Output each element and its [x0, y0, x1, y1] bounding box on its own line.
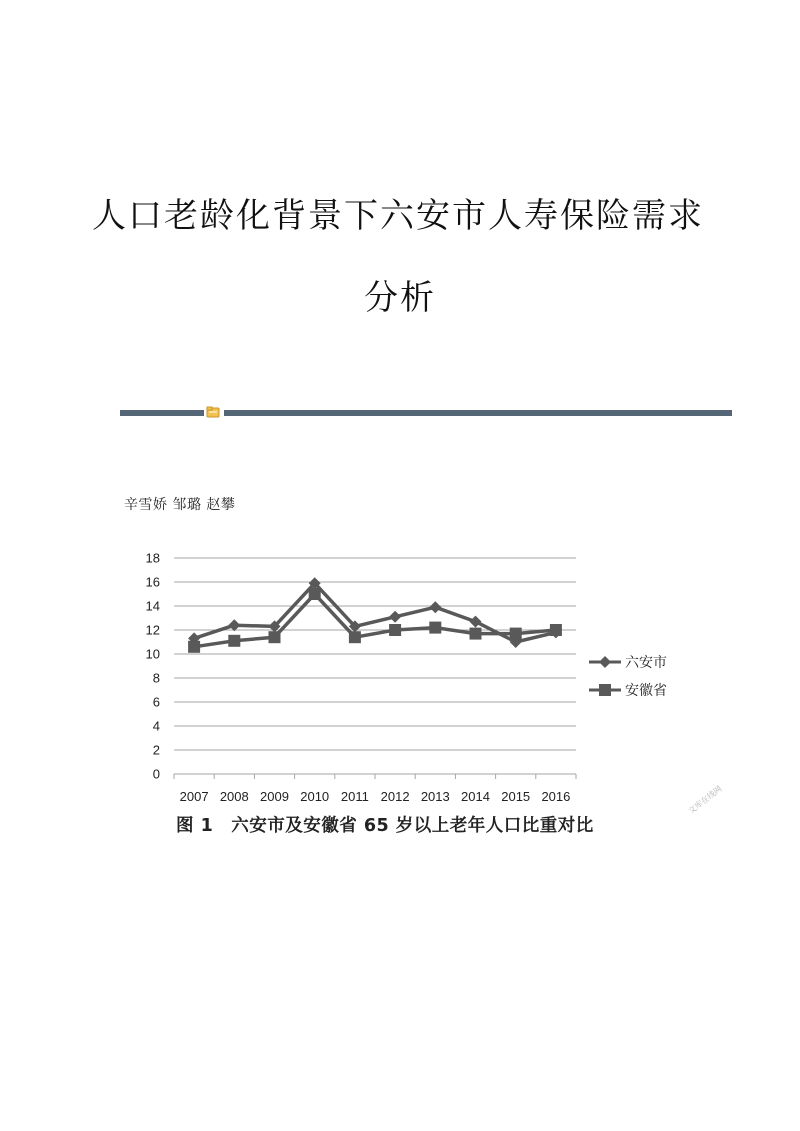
y-tick-label: 4: [152, 718, 160, 734]
x-tick-label: 2007: [179, 789, 209, 804]
x-tick-label: 2011: [340, 789, 369, 804]
data-point-diamond: [228, 619, 240, 631]
x-tick-label: 2013: [420, 789, 450, 804]
data-point-square: [269, 631, 281, 643]
legend-marker-diamond: [599, 656, 611, 668]
figure-chart: [140, 545, 680, 805]
document-title-line-2: 分析: [364, 278, 436, 318]
data-point-square: [188, 641, 200, 653]
data-point-square: [470, 628, 482, 640]
document-title-line-1: 人口老龄化背景下六安市人寿保险需求: [92, 196, 704, 236]
data-point-diamond: [389, 611, 401, 623]
legend-label: 安徽省: [625, 683, 667, 699]
x-tick-label: 2016: [541, 789, 571, 804]
y-tick-label: 6: [152, 694, 160, 710]
header-rule-left: [120, 410, 204, 416]
y-tick-label: 16: [145, 574, 160, 590]
y-tick-label: 2: [152, 742, 160, 758]
data-point-square: [510, 628, 522, 640]
legend-label: 六安市: [625, 655, 667, 671]
data-point-square: [389, 624, 401, 636]
author-list: 辛雪娇 邹璐 赵攀: [124, 497, 236, 513]
y-tick-label: 8: [152, 670, 160, 686]
x-tick-label: 2009: [260, 789, 289, 804]
folder-icon: [206, 406, 220, 418]
x-tick-label: 2010: [300, 789, 330, 804]
data-point-square: [429, 622, 441, 634]
y-tick-label: 14: [145, 598, 160, 614]
legend-marker-square: [599, 684, 611, 696]
figure-caption: 图 1 六安市及安徽省 65 岁以上老年人口比重对比: [176, 816, 594, 836]
data-point-diamond: [470, 616, 482, 628]
header-rule-right: [224, 410, 732, 416]
line-chart: [140, 545, 680, 805]
data-point-square: [228, 635, 240, 647]
x-tick-label: 2012: [380, 789, 410, 804]
x-tick-label: 2014: [461, 789, 490, 804]
data-point-square: [550, 624, 562, 636]
data-point-square: [349, 631, 361, 643]
data-point-diamond: [429, 601, 441, 613]
y-tick-label: 18: [145, 550, 160, 566]
y-tick-label: 12: [145, 622, 160, 638]
y-tick-label: 0: [152, 766, 160, 782]
watermark-text: 文库在线网: [686, 784, 724, 816]
data-point-square: [309, 588, 321, 600]
y-tick-label: 10: [145, 646, 160, 662]
x-tick-label: 2008: [219, 789, 249, 804]
x-tick-label: 2015: [501, 789, 531, 804]
